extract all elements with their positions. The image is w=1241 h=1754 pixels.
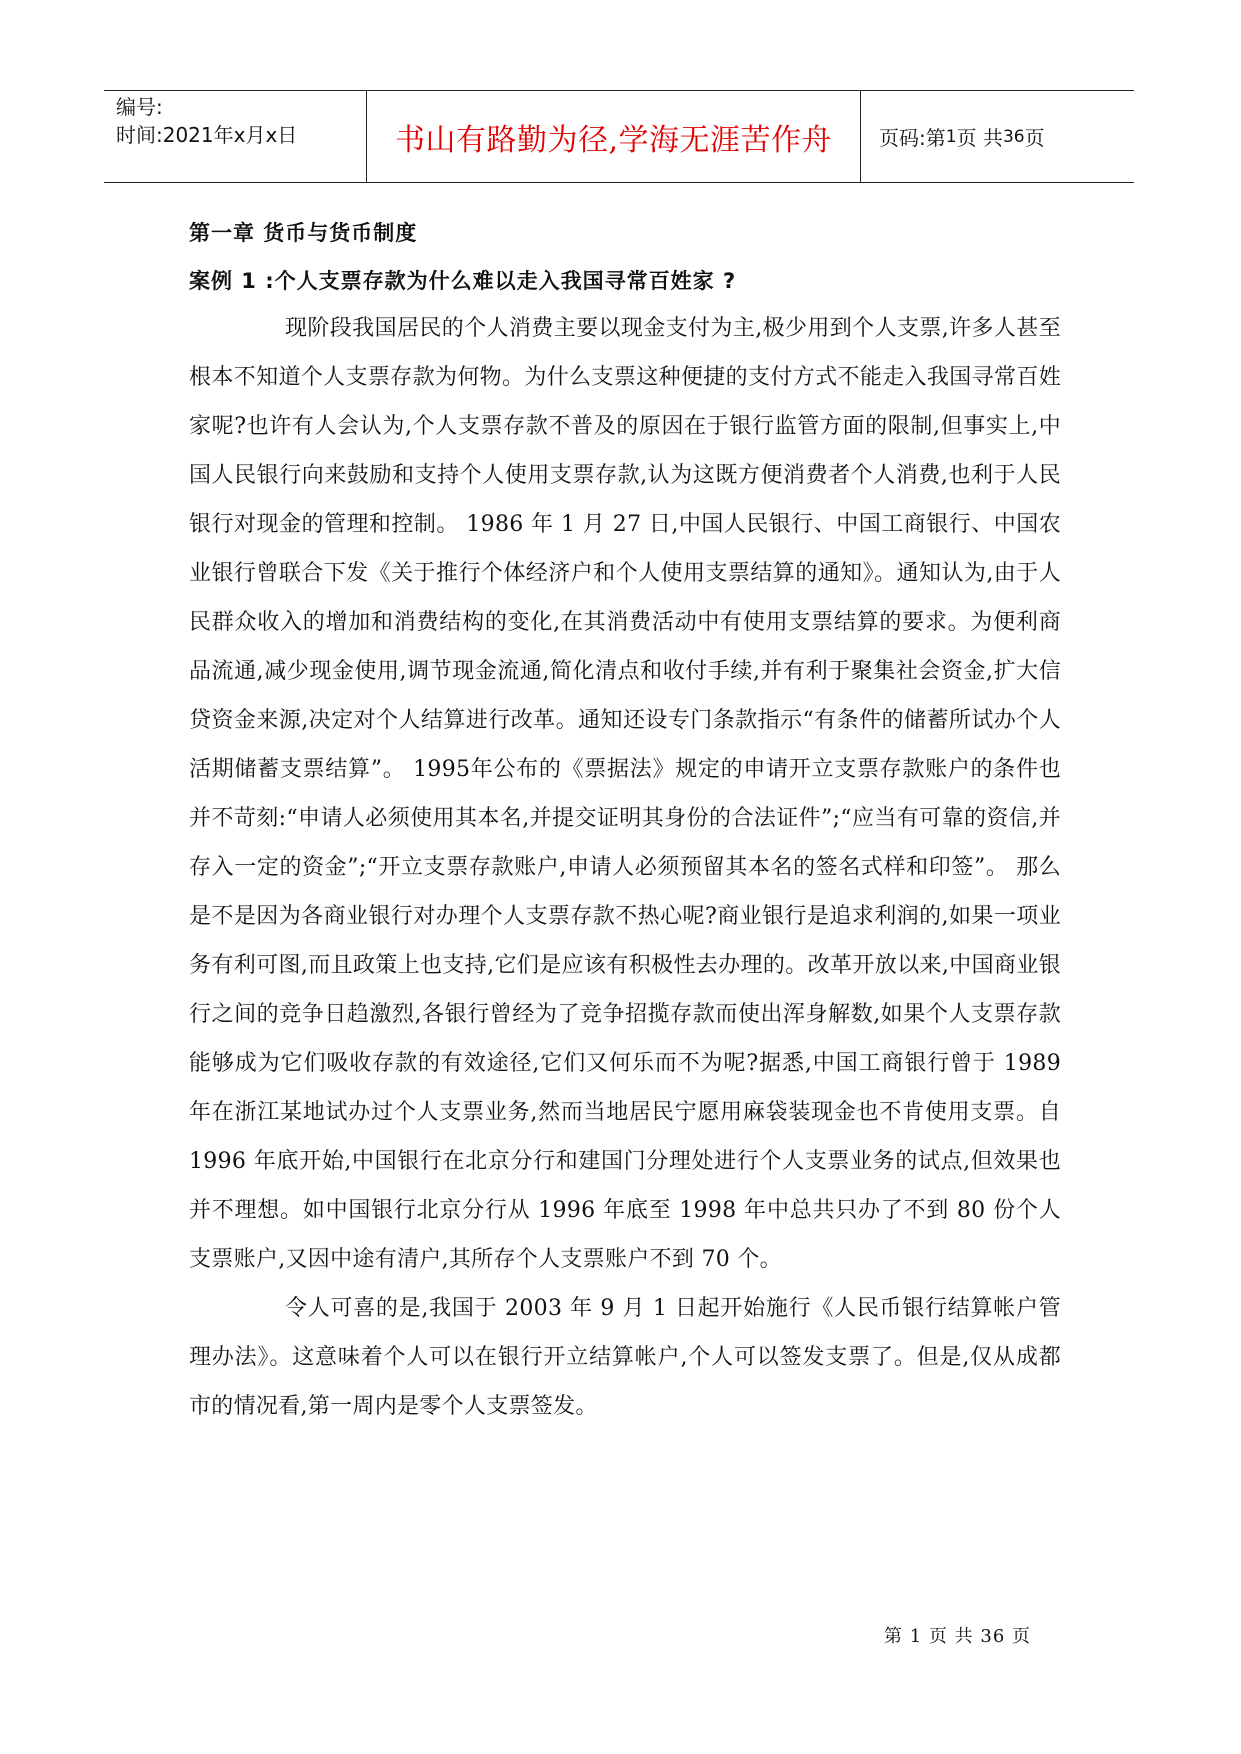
page-total: 36 [1002, 126, 1025, 147]
chapter-title: 第一章 货币与货币制度 [189, 221, 418, 245]
footer-page-number: 1 [909, 1626, 923, 1647]
page-number: 1 [945, 126, 957, 147]
footer-page-total: 36 [980, 1626, 1006, 1647]
footer-suffix: 页 [1012, 1626, 1032, 1647]
page-suffix: 页 [1024, 126, 1045, 150]
document-body [189, 218, 1061, 1431]
body-paragraph: 令人可喜的是,我国于 2003 年 9 月 1 日起开始施行《人民币银行结算帐户管理办法》。这意味着个人可以在银行开立结算帐户,个人可以签发支票了。但是,仅从成都市的情况看,第一周内是零个人支票签发。 [189, 1296, 1061, 1419]
page-header [104, 90, 1134, 183]
header-motto: 书山有路勤为径,学海无涯苦作舟 [367, 91, 861, 182]
footer-prefix: 第 [884, 1626, 903, 1647]
page-prefix: 页码:第 [879, 126, 946, 150]
body-paragraph: 现阶段我国居民的个人消费主要以现金支付为主,极少用到个人支票,许多人甚至根本不知道个人支票存款为何物。为什么支票这种便捷的支付方式不能走入我国寻常百姓家呢?也许有人会认为,个人支票存款不普及的原因在于银行监管方面的限制,但事实上,中国人民银行向来鼓励和支持个人使用支票存款,认为这既方便消费者个人消费,也利于人民银行对现金的管理和控制。 1986 年 1 月 27 日,中国人民银行、中国工商银行、中国农业银行曾联合下发《关于推行个体经济户和个人使用支票结算的通知》。通知认为,由于人民群众收入的增加和消费结构的变化,在其消费活动中有使用支票结算的要求。为便利商品流通,减少现金使用,调节现金流通,简化清点和收付手续,并有利于聚集社会资金,扩大信贷资金来源,决定对个人结算进行改革。通知还设专门条款指示“有条件的储蓄所试办个人活期储蓄支票结算”。 1995年公布的《票据法》规定的申请开立支票存款账户的条件也并不苛刻:“申请人必须使用其本名,并提交证明其身份的合法证件”;“应当有可靠的资信,并存入一定的资金”;“开立支票存款账户,申请人必须预留其本名的签名式样和印签”。 那么是不是因为各商业银行对办理个人支票存款不热心呢?商业银行是追求利润的,如果一项业务有利可图,而且政策上也支持,它们是应该有积极性去办理的。改革开放以来,中国商业银行之间的竞争日趋激烈,各银行曾经为了竞争招揽存款而使出浑身解数,如果个人支票存款能够成为它们吸收存款的有效途径,它们又何乐而不为呢?据悉,中国工商银行曾于 1989 年在浙江某地试办过个人支票业务,然而当地居民宁愿用麻袋装现金也不肯使用支票。自 1996 年底开始,中国银行在北京分行和建国门分理处进行个人支票业务的试点,但效果也并不理想。如中国银行北京分行从 1996 年底至 1998 年中总共只办了不到 80 份个人支票账户,又因中途有清户,其所存个人支票账户不到 70 个。 [189, 316, 1061, 1272]
document-time-label: 时间:2021年x月x日 [116, 123, 298, 147]
document-number-label: 编号: [116, 95, 163, 119]
footer-mid: 页 共 [928, 1626, 974, 1647]
header-meta [104, 91, 367, 182]
case-title: 案例 1 :个人支票存款为什么难以走入我国寻常百姓家 ? [189, 269, 737, 293]
header-page-info [861, 91, 1134, 182]
page-footer [884, 1622, 1031, 1648]
page-mid: 页 共 [956, 126, 1003, 150]
